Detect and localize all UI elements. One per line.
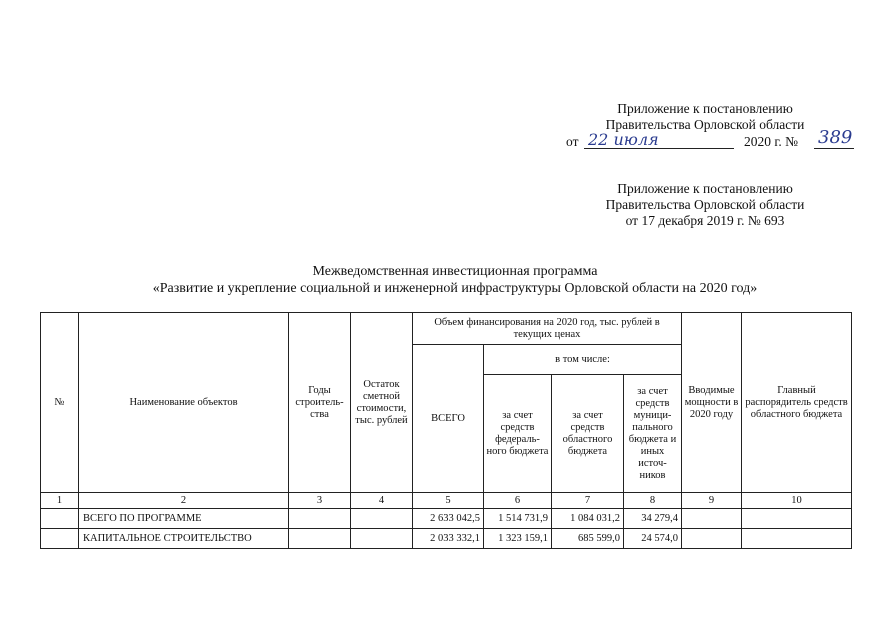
date-prefix: от [566,134,579,149]
appendix-line: Приложение к постановлению [617,181,793,196]
row-no [41,509,79,529]
document-title [60,263,850,297]
row-capacity [682,529,742,549]
column-number: 2 [79,493,289,509]
row-remainder [351,529,413,549]
government-line: Правительства Орловской области [605,117,805,132]
row-total: 2 633 042,5 [413,509,484,529]
header-name: Наименование объектов [79,313,289,493]
header-no: № [41,313,79,493]
handwritten-date: 22 июля [588,130,659,149]
appendix-header-original [555,181,855,229]
row-federal: 1 514 731,9 [484,509,552,529]
column-number: 10 [742,493,852,509]
row-name: ВСЕГО ПО ПРОГРАММЕ [79,509,289,529]
header-total: ВСЕГО [413,345,484,493]
resolution-date-line [566,127,856,151]
column-numbers-row [41,493,852,509]
header-remainder: Остаток сметной стоимости, тыс. рублей [351,313,413,493]
row-name: КАПИТАЛЬНОЕ СТРОИТЕЛЬСТВО [79,529,289,549]
header-regional: за счет средств областного бюджета [552,375,624,493]
row-regional: 685 599,0 [552,529,624,549]
program-table [40,312,852,549]
appendix-header-current [555,101,855,133]
header-municipal: за счет средств муници-пального бюджета и иных источ-ников [624,375,682,493]
header-funding: Объем финансирования на 2020 год, тыс. рублей в текущих ценах [413,313,682,345]
original-date-line: от 17 декабря 2019 г. № 693 [625,213,785,228]
row-regional: 1 084 031,2 [552,509,624,529]
header-including: в том числе: [484,345,682,375]
table-row [41,529,852,549]
column-number: 6 [484,493,552,509]
column-number: 5 [413,493,484,509]
row-remainder [351,509,413,529]
header-years: Годы строитель-ства [289,313,351,493]
row-manager [742,509,852,529]
title-line-2: «Развитие и укрепление социальной и инженерной инфраструктуры Орловской области на 2020 год» [152,281,758,296]
row-manager [742,529,852,549]
government-line: Правительства Орловской области [605,197,805,212]
row-years [289,509,351,529]
handwritten-number: 389 [818,127,853,148]
row-no [41,529,79,549]
header-capacity: Вводимые мощности в 2020 году [682,313,742,493]
row-capacity [682,509,742,529]
year-and-number-label: 2020 г. № [744,134,799,149]
column-number: 7 [552,493,624,509]
title-line-1: Межведомственная инвестиционная программа [312,264,598,279]
row-years [289,529,351,549]
column-number: 1 [41,493,79,509]
row-total: 2 033 332,1 [413,529,484,549]
appendix-line: Приложение к постановлению [617,101,793,116]
column-number: 4 [351,493,413,509]
row-federal: 1 323 159,1 [484,529,552,549]
column-number: 8 [624,493,682,509]
column-number: 3 [289,493,351,509]
header-manager: Главный распорядитель средств областного бюджета [742,313,852,493]
table-row [41,509,852,529]
header-federal: за счет средств федераль-ного бюджета [484,375,552,493]
row-municipal: 24 574,0 [624,529,682,549]
row-municipal: 34 279,4 [624,509,682,529]
column-number: 9 [682,493,742,509]
